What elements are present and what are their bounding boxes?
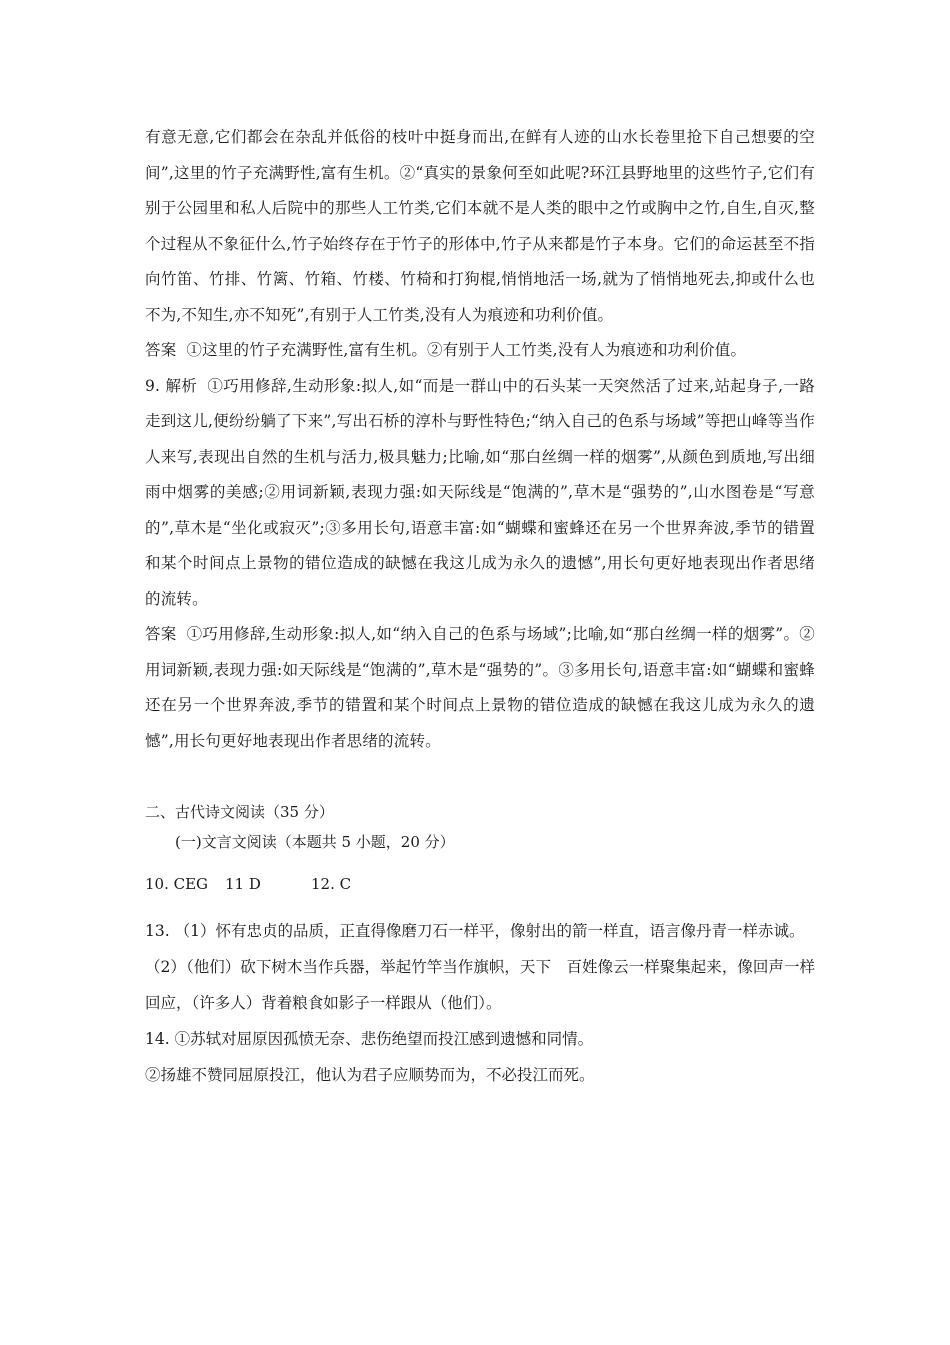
q9-analysis-text: ①巧用修辞,生动形象:拟人,如“而是一群山中的石头某一天突然活了过来,站起身子,一路走到这儿,便纷纷躺了下来”,写出石桥的淳朴与野性特色;“纳入自己的色系与场域”等把山峰等当作人来写,表现出自然的生机与活力,极具魅力;比喻,如“那白丝绸一样的烟雾”,从颜色到质地,写出细雨中烟雾的美感;②用词新颖,表现力强:如天际线是“饱满的”,草木是“强势的”,山水图卷是“写意的”,草木是“坐化或寂灭”;③多用长句,语意丰富:如“蝴蝶和蜜蜂还在另一个世界奔波,季节的错置和某个时间点上景物的错位造成的缺憾在我这儿成为永久的遗憾”,用长句更好地表现出作者思绪的流转。 — [145, 376, 816, 608]
spacer — [145, 759, 815, 797]
q9-answer — [145, 617, 815, 759]
q10-answer: 10. CEG — [145, 875, 209, 893]
spacer — [145, 901, 815, 913]
q8-answer-text: ①这里的竹子充满野性,富有生机。②有别于人工竹类,没有人为痕迹和功利价值。 — [186, 341, 747, 359]
q8-analysis-continued: 有意无意,它们都会在杂乱并低俗的枝叶中挺身而出,在鲜有人迹的山水长卷里抢下自己想要的空间”,这里的竹子充满野性,富有生机。②“真实的景象何至如此呢?环江县野地里的这些竹子,它们有别于公园里和私人后院中的那些人工竹类,它们本就不是人类的眼中之竹或胸中之竹,自生,自灭,整个过程从不象征什么,竹子始终存在于竹子的形体中,竹子从来都是竹子本身。它们的命运甚至不指向竹笛、竹排、竹篱、竹箱、竹楼、竹椅和打狗棍,悄悄地活一场,就为了悄悄地死去,抑或什么也不为,不知生,亦不知死”,有别于人工竹类,没有人为痕迹和功利价值。 — [145, 128, 815, 324]
q9-analysis — [145, 369, 815, 618]
q13-part1: 13. （1）怀有忠贞的品质，正直得像磨刀石一样平，像射出的箭一样直，语言像丹青一样赤诚。 — [145, 922, 805, 940]
q9-answer-text: ①巧用修辞,生动形象:拟人,如“纳入自己的色系与场域”;比喻,如“那白丝绸一样的烟雾”。②用词新颖,表现力强:如天际线是“饱满的”,草木是“强势的”。③多用长句,语意丰富:如“蝴蝶和蜜蜂还在另一个世界奔波,季节的错置和某个时间点上景物的错位造成的缺憾在我这儿成为永久的遗憾”,用长句更好地表现出作者思绪的流转。 — [145, 625, 815, 750]
q13-part2: （2）（他们）砍下树木当作兵器，举起竹竿当作旗帜，天下 百姓像云一样聚集起来，像回声一样回应，（许多人）背着粮食如影子一样跟从（他们）。 — [145, 958, 815, 1012]
q11-answer: 11 D — [225, 875, 261, 893]
answer-label: 答案 — [145, 341, 177, 359]
subsection-title: (一)文言文阅读（本题共 5 小题，20 分） — [175, 833, 455, 851]
q14-part1: 14. ①苏轼对屈原因孤愤无奈、悲伤绝望而投江感到遗憾和同情。 — [145, 1030, 594, 1048]
mc-answers-row — [145, 867, 815, 901]
answer-key-page — [145, 120, 815, 1093]
answer-label: 答案 — [145, 625, 177, 643]
q14-part2: ②扬雄不赞同屈原投江，他认为君子应顺势而为，不必投江而死。 — [145, 1066, 595, 1084]
q12-answer: 12. C — [311, 875, 352, 893]
section-title: 二、古代诗文阅读（35 分） — [145, 803, 334, 821]
q8-answer — [145, 333, 815, 369]
q9-label: 9. 解析 — [145, 376, 198, 395]
